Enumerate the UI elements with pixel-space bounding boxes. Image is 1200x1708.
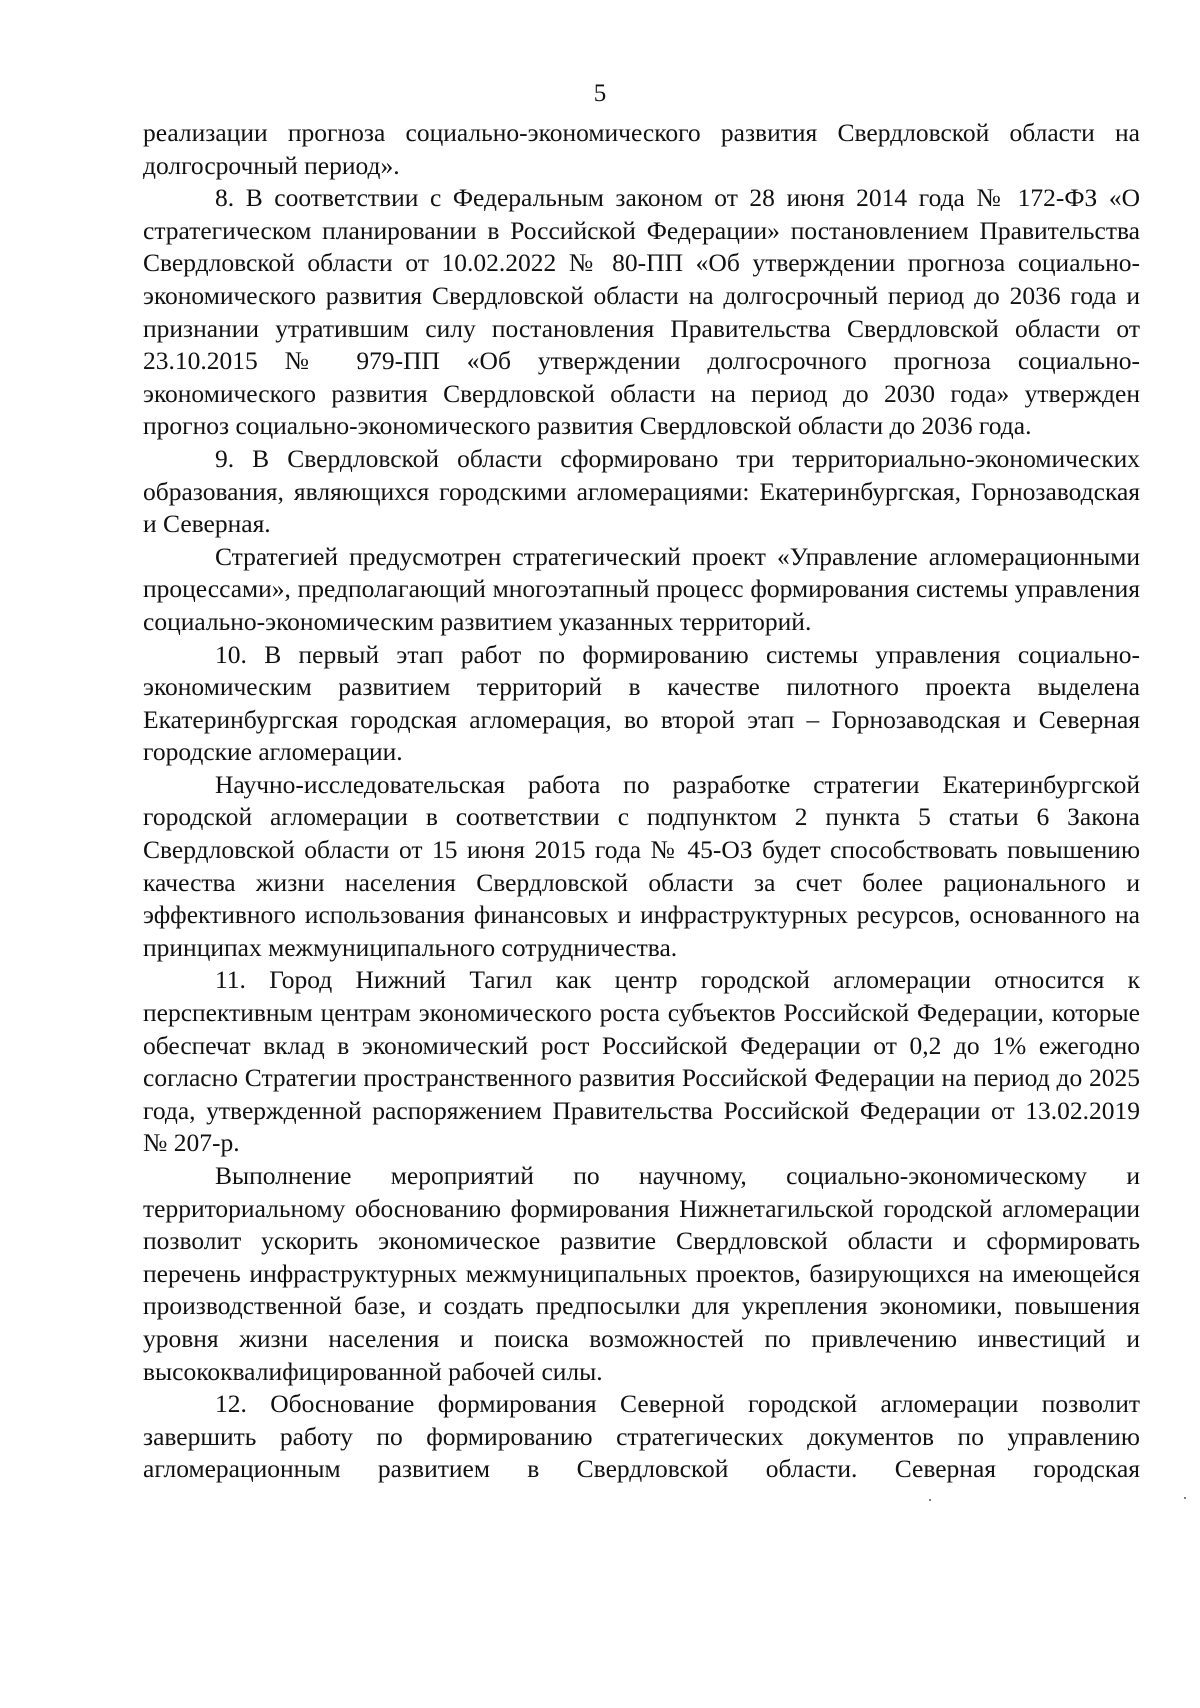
body-text — [143, 117, 1140, 1486]
paragraph-measures: Выполнение мероприятий по научному, социально-экономическому и территориальному обоснованию формирования Нижнетагильской городской агломерации позволит ускорить экономическое развитие Свердловской области и сформировать перечень инфраструктурных межмуниципальных проектов, базирующихся на имеющейся производственной базе, и создать предпосылки для укрепления экономики, повышения уровня жизни населения и поиска возможностей по привлечению инвестиций и высококвалифицированной рабочей силы. — [143, 1161, 1140, 1386]
scan-speck — [1184, 1497, 1186, 1499]
paragraph-item-10: 10. В первый этап работ по формированию системы управления социально-экономическим развитием территорий в качестве пилотного проекта выделена Екатеринбургская городская агломерация, во второй этап – Горнозаводская и Северная городские агломерации. — [143, 639, 1140, 767]
paragraph-item-8: 8. В соответствии с Федеральным законом от 28 июня 2014 года № 172-ФЗ «О стратегическом планировании в Российской Федерации» постановлением Правительства Свердловской области от 10.02.2022 № 80-ПП «Об утверждении прогноза социально-экономического развития Свердловской области на долгосрочный период до 2036 года и признании утратившим силу постановления Правительства Свердловской области от 23.10.2015 № 979-ПП «Об утверждении долгосрочного прогноза социально-экономического развития Свердловской области на период до 2030 года» утвержден прогноз социально-экономического развития Свердловской области до 2036 года. — [143, 183, 1140, 441]
paragraph-strategy-project: Стратегией предусмотрен стратегический проект «Управление агломерационными процессами», предполагающий многоэтапный процесс формирования системы управления социально-экономическим развитием указанных территорий. — [143, 541, 1140, 636]
scan-speck — [929, 1499, 931, 1501]
paragraph-item-9: 9. В Свердловской области сформировано три территориально-экономических образования, являющихся городскими агломерациями: Екатеринбургская, Горнозаводская и Северная. — [143, 443, 1140, 539]
paragraph-item-12: 12. Обоснование формирования Северной городской агломерации позволит завершить работу по формированию стратегических документов по управлению агломерационным развитием в Свердловской области. Северная городская — [143, 1389, 1140, 1484]
paragraph-continuation: реализации прогноза социально-экономического развития Свердловской области на долгосрочный период». — [143, 118, 1140, 180]
page-number: 5 — [593, 80, 607, 107]
paragraph-item-11: 11. Город Нижний Тагил как центр городской агломерации относится к перспективным центрам экономического роста субъектов Российской Федерации, которые обеспечат вклад в экономический рост Российской Федерации от 0,2 до 1% ежегодно согласно Стратегии пространственного развития Российской Федерации на период до 2025 года, утвержденной распоряжением Правительства Российской Федерации от 13.02.2019 № 207-р. — [143, 965, 1140, 1158]
paragraph-research-work: Научно-исследовательская работа по разработке стратегии Екатеринбургской городской агломерации в соответствии с подпунктом 2 пункта 5 статьи 6 Закона Свердловской области от 15 июня 2015 года № 45-ОЗ будет способствовать повышению качества жизни населения Свердловской области за счет более рационального и эффективного использования финансовых и инфраструктурных ресурсов, основанного на принципах межмуниципального сотрудничества. — [143, 769, 1140, 962]
